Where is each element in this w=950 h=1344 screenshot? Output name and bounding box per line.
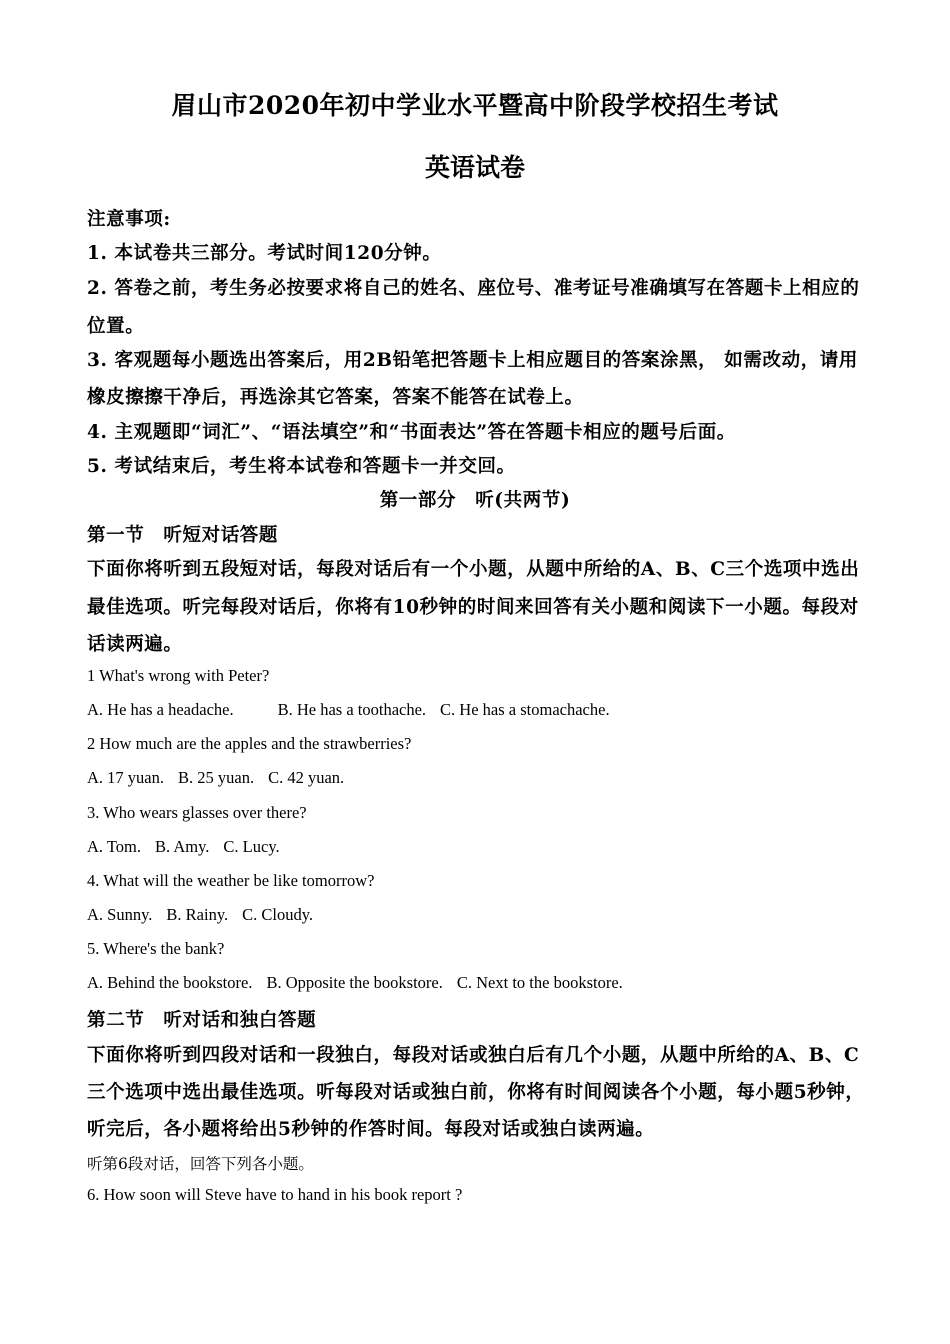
section1-instructions-3: 话读两遍。 [87, 634, 183, 655]
notice-item-4: 4. 主观题即“词汇”、“语法填空”和“书面表达”答在答题卡相应的题号后面。 [87, 422, 736, 443]
notice-item-5: 5. 考试结束后，考生将本试卷和答题卡一并交回。 [87, 456, 516, 477]
notice-item-3: 3. 客观题每小题选出答案后，用2B铅笔把答题卡上相应题目的答案涂黑， 如需改动，请用 [87, 350, 859, 371]
option-b: B. Amy. [155, 837, 210, 856]
option-a: A. 17 yuan. [87, 768, 164, 787]
question-5-options [87, 973, 623, 993]
section2-heading: 第二节 听对话和独白答题 [87, 1010, 317, 1031]
exam-subtitle: 英语试卷 [424, 153, 525, 182]
question-3: 3. Who wears glasses over there? [87, 803, 307, 822]
option-c: C. He has a stomachache. [440, 700, 610, 719]
notice-item-2: 2. 答卷之前，考生务必按要求将自己的姓名、座位号、准考证号准确填写在答题卡上相应的 [87, 278, 860, 299]
section1-heading: 第一节 听短对话答题 [87, 525, 279, 546]
question-5: 5. Where's the bank? [87, 939, 225, 958]
section2-instructions-3: 听完后，各小题将给出5秒钟的作答时间。每段对话或独白读两遍。 [87, 1119, 655, 1140]
section1-instructions-2: 最佳选项。听完每段对话后，你将有10秒钟的时间来回答有关小题和阅读下一小题。每段对 [87, 597, 859, 618]
question-4: 4. What will the weather be like tomorrow? [87, 871, 375, 890]
option-a: A. Sunny. [87, 905, 153, 924]
option-a: A. Behind the bookstore. [87, 973, 253, 992]
option-b: B. Opposite the bookstore. [266, 973, 443, 992]
exam-title: 眉山市2020年初中学业水平暨高中阶段学校招生考试 [171, 91, 779, 120]
question-2: 2 How much are the apples and the strawberries? [87, 734, 412, 753]
option-b: B. 25 yuan. [178, 768, 255, 787]
question-4-options [87, 905, 313, 925]
option-c: C. Next to the bookstore. [456, 973, 623, 992]
question-3-options [87, 837, 280, 857]
notice-heading: 注意事项: [87, 209, 171, 230]
question-6: 6. How soon will Steve have to hand in his book report ? [87, 1185, 463, 1204]
section2-instructions-2: 三个选项中选出最佳选项。听每段对话或独白前，你将有时间阅读各个小题，每小题5秒钟， [87, 1082, 865, 1103]
option-a: A. He has a headache. [87, 700, 234, 719]
option-b: B. He has a toothache. [277, 700, 427, 719]
option-c: C. Lucy. [223, 837, 280, 856]
option-b: B. Rainy. [166, 905, 229, 924]
question-1-options [87, 700, 610, 720]
question-1: 1 What's wrong with Peter? [87, 666, 270, 685]
option-a: A. Tom. [87, 837, 142, 856]
dialog-6-intro: 听第6段对话，回答下列各小题。 [87, 1155, 314, 1173]
section2-instructions-1: 下面你将听到四段对话和一段独白，每段对话或独白后有几个小题，从题中所给的A、B、C [87, 1045, 860, 1066]
question-2-options [87, 768, 344, 788]
section1-instructions-1: 下面你将听到五段短对话，每段对话后有一个小题，从题中所给的A、B、C三个选项中选出 [87, 559, 860, 580]
part1-heading: 第一部分 听(共两节) [379, 490, 571, 511]
notice-item-1: 1. 本试卷共三部分。考试时间120分钟。 [87, 243, 442, 264]
notice-item-2-cont: 位置。 [87, 316, 145, 337]
option-c: C. Cloudy. [242, 905, 314, 924]
option-c: C. 42 yuan. [268, 768, 345, 787]
notice-item-3-cont: 橡皮擦擦干净后，再选涂其它答案，答案不能答在试卷上。 [87, 387, 584, 408]
